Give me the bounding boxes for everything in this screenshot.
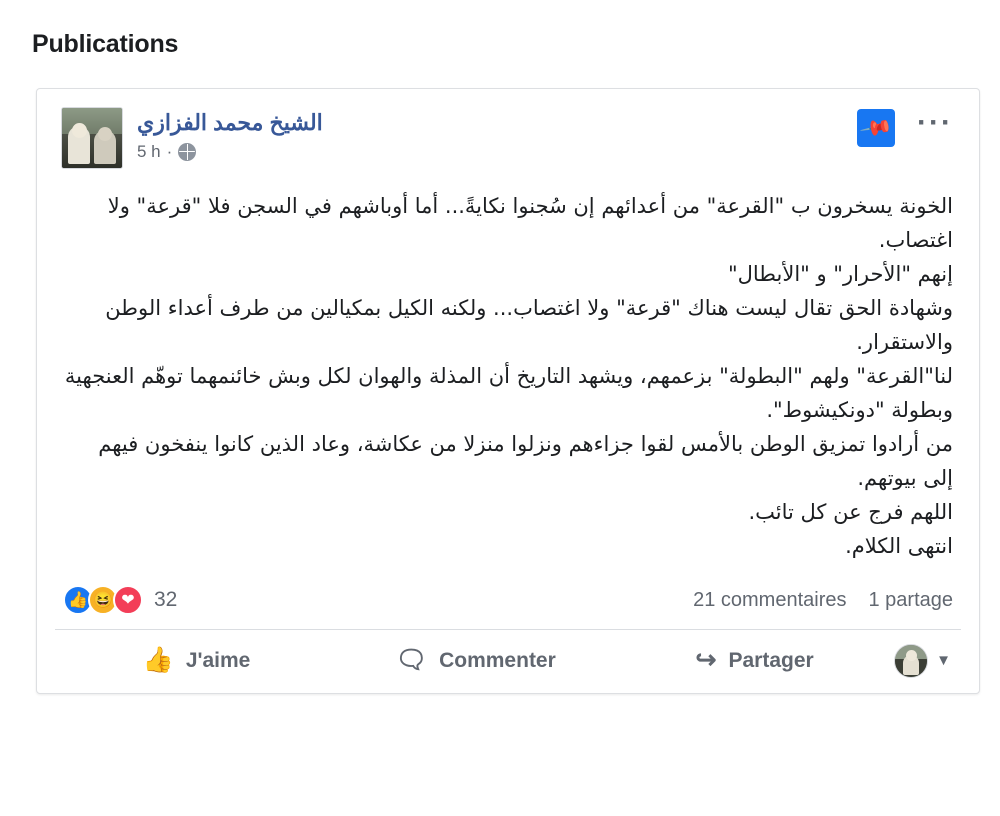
reaction-love-icon: ❤ — [113, 585, 143, 615]
post-text — [37, 175, 979, 569]
post-timestamp[interactable]: 5 h — [137, 141, 161, 161]
post-header-text — [137, 107, 323, 162]
post-text-line: لنا"القرعة" ولهم "البطولة" بزعمهم، ويشهد التاريخ أن المذلة والهوان لكل وبش خائنمهما توهّم العنجهية وبطولة "دونكيشوط". — [64, 364, 953, 423]
reaction-like-icon: 👍 — [63, 585, 93, 615]
post-stats — [693, 589, 953, 612]
post-text-line: إنهم "الأحرار" و "الأبطال" — [727, 262, 953, 287]
reactions-row — [37, 569, 979, 629]
mini-avatar-figure-head — [906, 650, 917, 661]
globe-icon[interactable] — [178, 143, 196, 161]
post-card — [36, 88, 980, 694]
avatar-figure-left-head — [72, 123, 87, 138]
pin-icon[interactable] — [857, 109, 895, 147]
page-title: Publications — [32, 30, 179, 58]
reaction-count: 32 — [154, 588, 178, 612]
author-name[interactable]: الشيخ محمد الفزازي — [137, 110, 323, 135]
comment-button[interactable] — [336, 642, 615, 679]
post-text-line: الخونة يسخرون ب "القرعة" من أعدائهم إن سُجنوا نكايةً... أما أوباشهم في السجن فلا "قرعة" ولا اغتصاب. — [107, 194, 953, 253]
ellipsis-icon[interactable]: ··· — [917, 106, 953, 139]
pin-glyph: 📌 — [858, 111, 894, 145]
thumbs-up-icon: 👍 — [142, 646, 174, 675]
post-text-line: وشهادة الحق تقال ليست هناك "قرعة" ولا اغتصاب... ولكنه الكيل بمكيالين من طرف أعداء الوطن والاستقرار. — [105, 296, 953, 355]
post-header-actions — [857, 106, 957, 147]
avatar-figure-right-head — [98, 127, 112, 141]
post-text-line: من أرادوا تمزيق الوطن بالأمس لقوا جزاءهم ونزلوا منزلا من عكاشة، وعاد الذين كانوا ينفخون فيهم إلى بيوتهم. — [98, 432, 953, 491]
shares-count[interactable]: 1 partage — [868, 588, 953, 611]
avatar[interactable] — [61, 107, 123, 169]
like-button-label: J'aime — [185, 648, 251, 672]
like-button[interactable] — [57, 642, 336, 679]
post-text-line: اللهم فرج عن كل تائب. — [748, 500, 953, 525]
post-actions — [37, 630, 979, 693]
meta-separator: · — [166, 141, 173, 161]
share-button[interactable] — [615, 642, 894, 679]
reaction-haha-icon: 😆 — [88, 585, 118, 615]
reaction-summary[interactable] — [63, 585, 177, 615]
post-text-line: انتهى الكلام. — [845, 534, 953, 559]
share-as-selector[interactable] — [894, 644, 959, 678]
mini-avatar[interactable] — [894, 644, 928, 678]
share-arrow-icon: ↪ — [695, 646, 717, 675]
post-header — [37, 89, 979, 175]
comments-count[interactable]: 21 commentaires — [693, 588, 847, 611]
speech-bubble-icon: 🗨 — [395, 646, 428, 675]
chevron-down-icon[interactable]: ▼ — [936, 652, 951, 670]
post-meta — [137, 142, 323, 162]
share-button-label: Partager — [728, 648, 814, 672]
comment-button-label: Commenter — [439, 648, 556, 672]
